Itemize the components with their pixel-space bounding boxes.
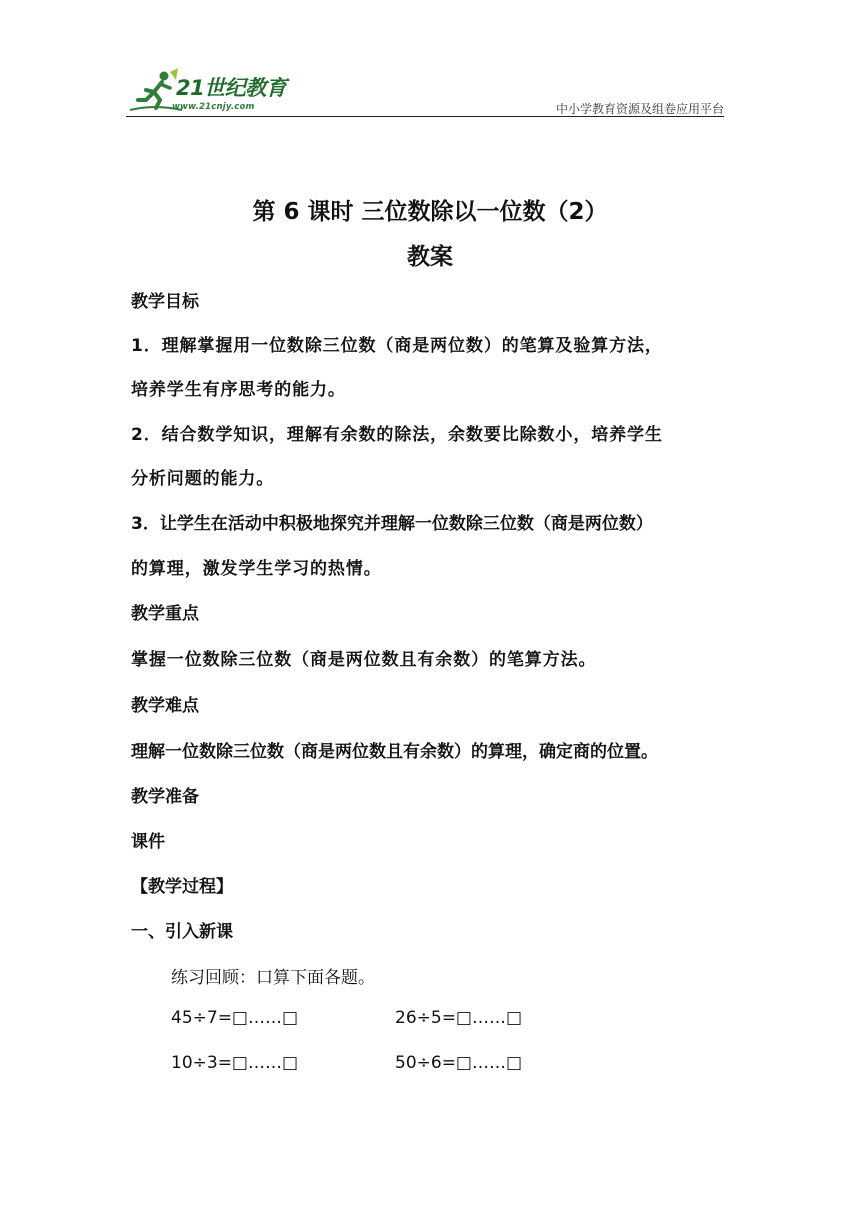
difficulty-text: 理解一位数除三位数（商是两位数且有余数）的算理，确定商的位置。 [131, 742, 658, 762]
key-points-text: 掌握一位数除三位数（商是两位数且有余数）的笔算方法。 [131, 650, 597, 670]
header-divider [126, 116, 724, 117]
preparation-text: 课件 [131, 832, 165, 852]
process-heading: 【教学过程】 [131, 877, 233, 897]
review-prompt: 练习回顾：口算下面各题。 [171, 968, 375, 988]
exercise-item: 26÷5=□……□ [395, 1008, 523, 1028]
page-header [126, 66, 724, 118]
difficulty-heading: 教学难点 [131, 696, 199, 716]
objective-3-line-2: 的算理，激发学生学习的热情。 [131, 559, 382, 579]
key-points-heading: 教学重点 [131, 604, 199, 624]
exercise-item: 50÷6=□……□ [395, 1053, 523, 1073]
logo-url: www.21cnjy.com [172, 102, 255, 112]
objective-3-line-1: 3．让学生在活动中积极地探究并理解一位数除三位数（商是两位数） [131, 514, 653, 534]
exercise-item: 45÷7=□……□ [171, 1008, 299, 1028]
objective-1-line-2: 培养学生有序思考的能力。 [131, 380, 346, 400]
preparation-heading: 教学准备 [131, 787, 199, 807]
platform-name: 中小学教育资源及组卷应用平台 [555, 102, 724, 116]
objective-1-line-1: 1．理解掌握用一位数除三位数（商是两位数）的笔算及验算方法， [131, 336, 663, 356]
part-1-heading: 一、引入新课 [131, 922, 233, 942]
objective-2-line-2: 分析问题的能力。 [131, 469, 275, 489]
document-subtitle: 教案 [407, 244, 453, 270]
exercise-item: 10÷3=□……□ [171, 1053, 299, 1073]
logo-text: 21世纪教育 [176, 76, 287, 100]
document-title: 第 6 课时 三位数除以一位数（2） [252, 199, 608, 225]
site-logo[interactable] [126, 66, 301, 116]
objectives-heading: 教学目标 [131, 292, 199, 312]
objective-2-line-1: 2．结合数学知识，理解有余数的除法，余数要比除数小，培养学生 [131, 425, 663, 445]
